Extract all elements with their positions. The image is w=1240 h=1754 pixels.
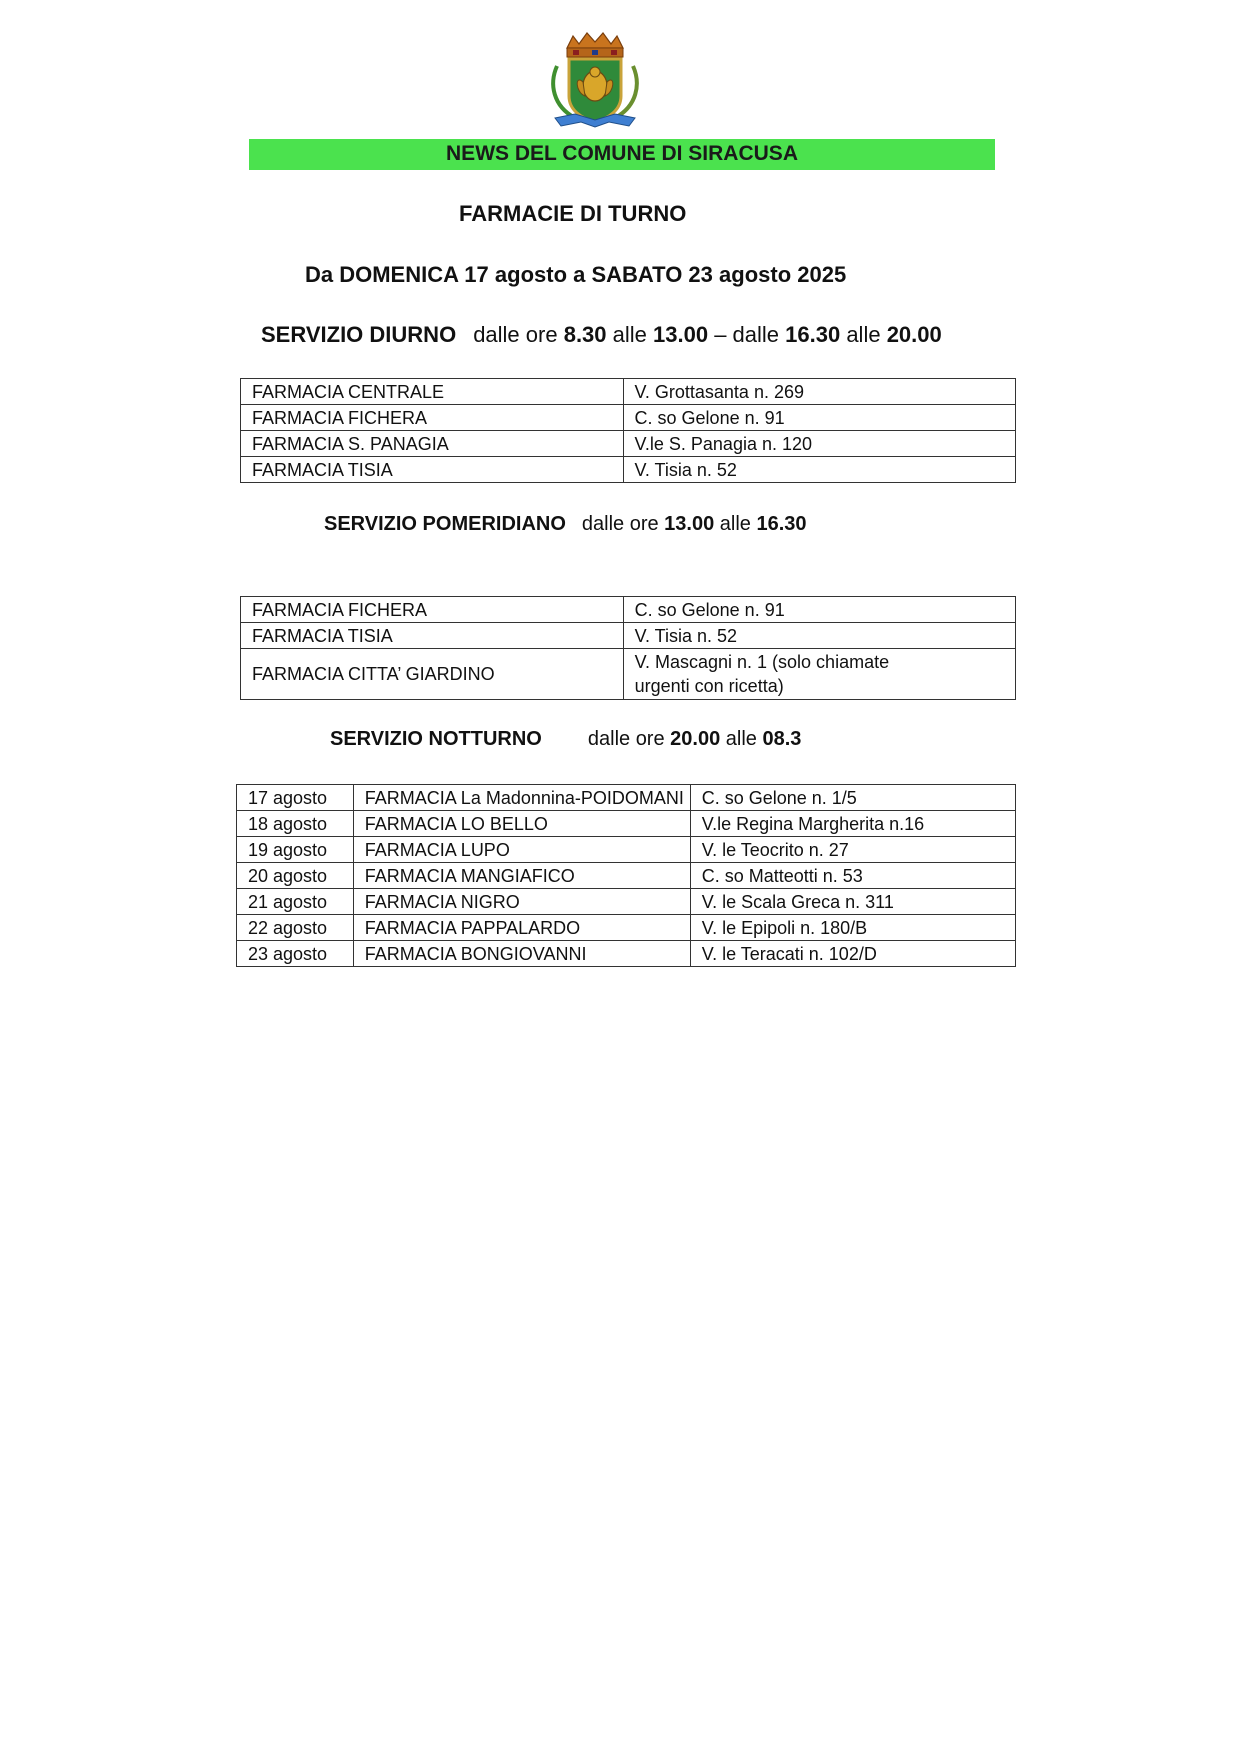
table-row: [237, 785, 1016, 811]
night-date: 18 agosto: [237, 811, 354, 837]
diurno-label: SERVIZIO DIURNO: [261, 322, 457, 347]
pharmacy-name: FARMACIA FICHERA: [241, 405, 624, 431]
pharmacy-name: FARMACIA BONGIOVANNI: [353, 941, 690, 967]
table-row: [241, 379, 1016, 405]
notturno-label: SERVIZIO NOTTURNO: [330, 728, 542, 750]
pharmacy-address: V.le S. Panagia n. 120: [623, 431, 1015, 457]
pharmacy-name: FARMACIA NIGRO: [353, 889, 690, 915]
pharmacy-name: FARMACIA MANGIAFICO: [353, 863, 690, 889]
period-heading: Da DOMENICA 17 agosto a SABATO 23 agosto 2025: [305, 262, 847, 287]
pharmacy-name: FARMACIA TISIA: [241, 623, 624, 649]
diurno-heading: SERVIZIO DIURNO dalle ore 8.30 alle 13.00 – dalle 16.30 alle 20.00: [261, 322, 942, 347]
pharmacy-address: V. le Teocrito n. 27: [690, 837, 1015, 863]
diurno-table: [240, 378, 1016, 483]
table-row: [237, 915, 1016, 941]
table-row: [241, 623, 1016, 649]
pharmacy-name: FARMACIA TISIA: [241, 457, 624, 483]
pharmacy-name: FARMACIA CITTA’ GIARDINO: [241, 649, 624, 700]
pharmacy-address: V. Tisia n. 52: [623, 623, 1015, 649]
pharmacy-address: V.le Regina Margherita n.16: [690, 811, 1015, 837]
night-date: 21 agosto: [237, 889, 354, 915]
news-banner: [249, 139, 995, 170]
night-date: 22 agosto: [237, 915, 354, 941]
pharmacy-address: V. le Teracati n. 102/D: [690, 941, 1015, 967]
coat-of-arms-icon: [545, 30, 645, 130]
table-row: [237, 837, 1016, 863]
night-date: 17 agosto: [237, 785, 354, 811]
table-row: [237, 863, 1016, 889]
pharmacy-address: V. le Scala Greca n. 311: [690, 889, 1015, 915]
pharmacy-address: C. so Gelone n. 91: [623, 405, 1015, 431]
table-row: [237, 889, 1016, 915]
table-row: [237, 811, 1016, 837]
night-date: 23 agosto: [237, 941, 354, 967]
pharmacy-address: V. le Epipoli n. 180/B: [690, 915, 1015, 941]
page-title: FARMACIE DI TURNO: [459, 201, 687, 226]
pharmacy-address: C. so Gelone n. 91: [623, 597, 1015, 623]
pharmacy-name: FARMACIA LUPO: [353, 837, 690, 863]
pharmacy-address: C. so Gelone n. 1/5: [690, 785, 1015, 811]
pomeridiano-label: SERVIZIO POMERIDIANO: [324, 513, 566, 535]
pharmacy-name: FARMACIA FICHERA: [241, 597, 624, 623]
pharmacy-name: FARMACIA S. PANAGIA: [241, 431, 624, 457]
pharmacy-name: FARMACIA LO BELLO: [353, 811, 690, 837]
banner-title: NEWS DEL COMUNE DI SIRACUSA: [446, 142, 798, 165]
pharmacy-name: FARMACIA CENTRALE: [241, 379, 624, 405]
pharmacy-address: V. Grottasanta n. 269: [623, 379, 1015, 405]
table-row: [237, 941, 1016, 967]
pharmacy-name: FARMACIA PAPPALARDO: [353, 915, 690, 941]
table-row: [241, 457, 1016, 483]
pharmacy-address: V. Mascagni n. 1 (solo chiamate urgenti con ricetta): [623, 649, 1015, 700]
night-date: 19 agosto: [237, 837, 354, 863]
pharmacy-address: C. so Matteotti n. 53: [690, 863, 1015, 889]
table-row: [241, 431, 1016, 457]
night-date: 20 agosto: [237, 863, 354, 889]
notturno-table: [236, 784, 1016, 967]
pharmacy-name: FARMACIA La Madonnina-POIDOMANI: [353, 785, 690, 811]
pharmacy-address: V. Tisia n. 52: [623, 457, 1015, 483]
table-row: [241, 649, 1016, 700]
pomeridiano-table: [240, 596, 1016, 700]
table-row: [241, 405, 1016, 431]
table-row: [241, 597, 1016, 623]
pomeridiano-heading: SERVIZIO POMERIDIANO dalle ore 13.00 alle 16.30: [324, 513, 807, 535]
notturno-heading: SERVIZIO NOTTURNO dalle ore 20.00 alle 08.3: [330, 728, 802, 750]
